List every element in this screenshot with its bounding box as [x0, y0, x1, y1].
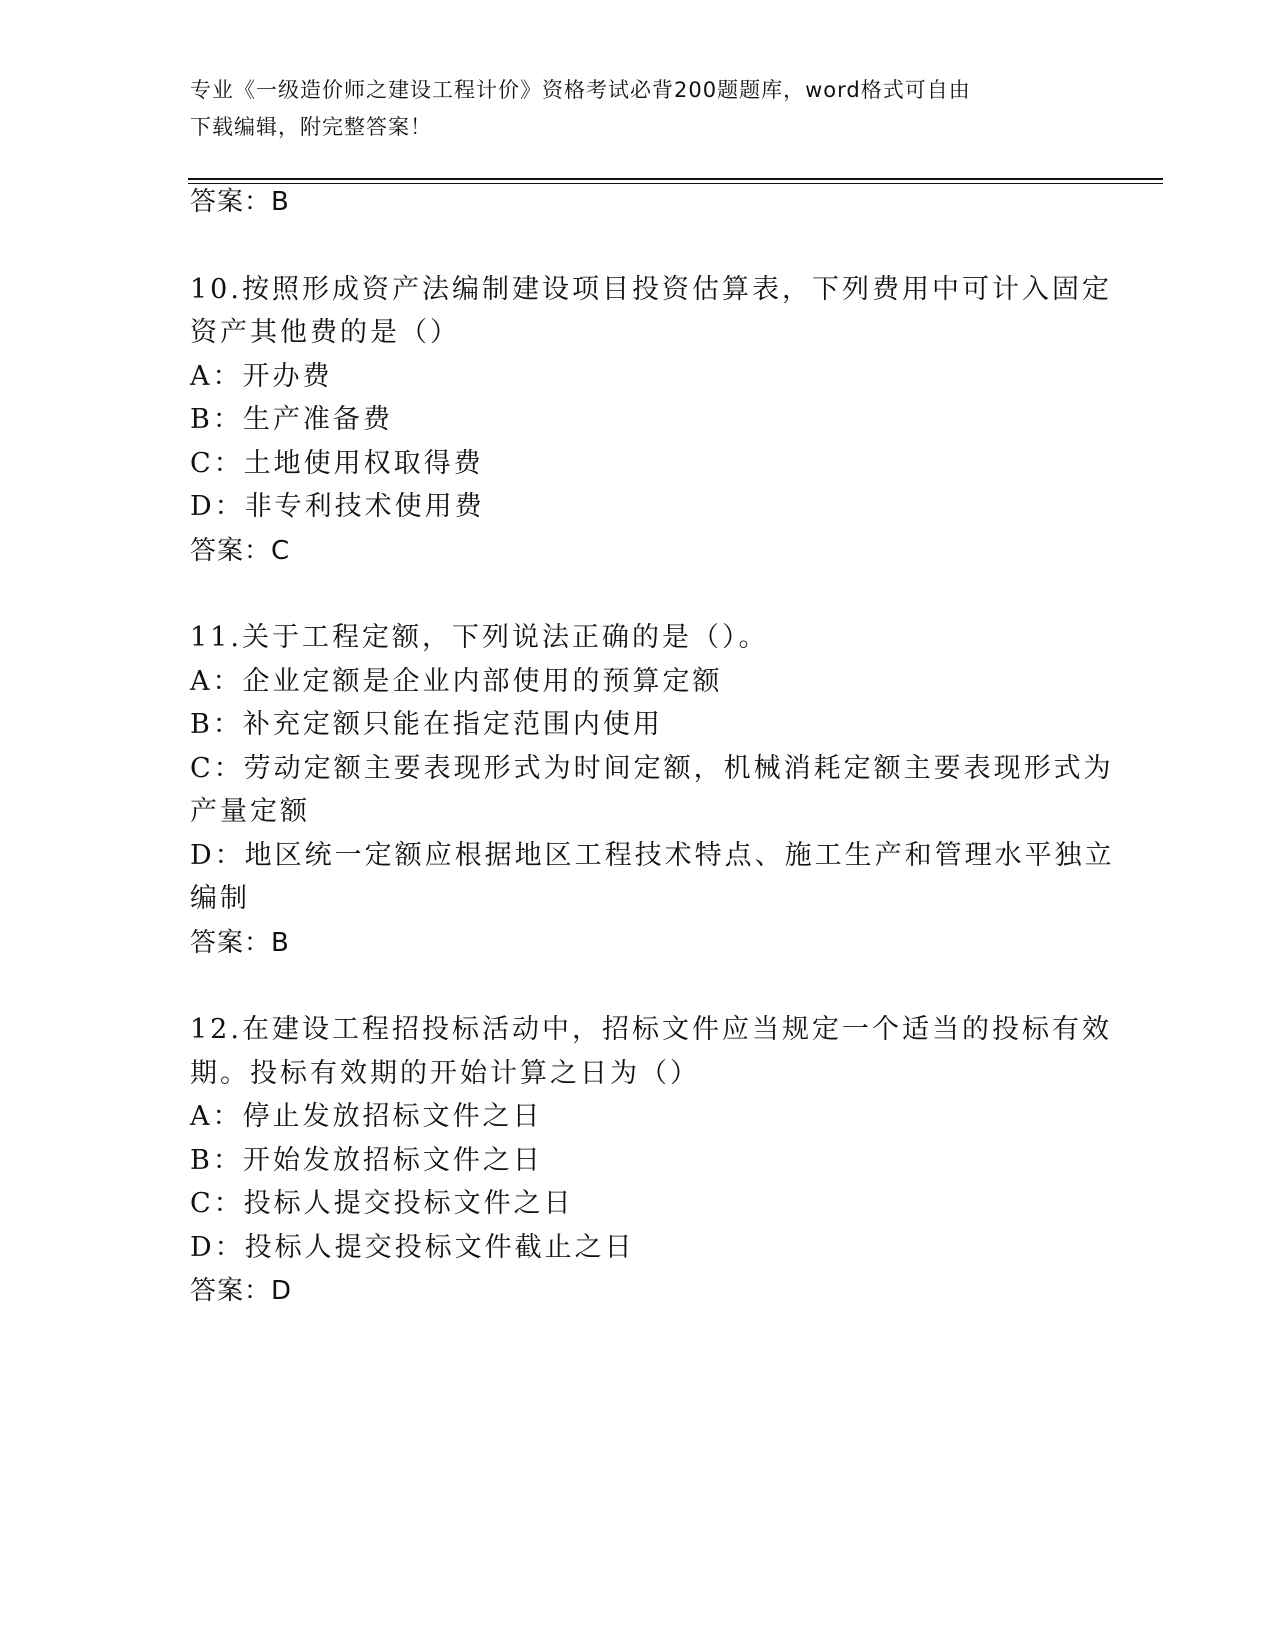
- question-10-answer: 答案：C: [190, 536, 291, 566]
- question-10-stem-line-1: 10.按照形成资产法编制建设项目投资估算表，下列费用中可计入固定: [190, 274, 1112, 305]
- header-divider-thin: [188, 183, 1163, 184]
- question-11-option-c-line-2: 产量定额: [190, 796, 310, 827]
- question-11-option-d-line-1: D：地区统一定额应根据地区工程技术特点、施工生产和管理水平独立: [190, 840, 1115, 871]
- question-10-option-b: B：生产准备费: [190, 404, 393, 435]
- header-line-2: 下载编辑，附完整答案！: [190, 115, 432, 139]
- question-12-answer: 答案：D: [190, 1276, 293, 1306]
- question-11-option-a: A：企业定额是企业内部使用的预算定额: [190, 666, 723, 697]
- question-11-option-c-line-1: C：劳动定额主要表现形式为时间定额，机械消耗定额主要表现形式为: [190, 753, 1114, 784]
- question-12-stem-line-2: 期。投标有效期的开始计算之日为（）: [190, 1058, 700, 1089]
- question-12-option-d: D：投标人提交投标文件截止之日: [190, 1232, 635, 1263]
- question-12-stem-line-1: 12.在建设工程招投标活动中，招标文件应当规定一个适当的投标有效: [190, 1014, 1112, 1045]
- question-11-option-b: B：补充定额只能在指定范围内使用: [190, 709, 663, 740]
- question-10-option-d: D：非专利技术使用费: [190, 491, 485, 522]
- header-divider-thick: [188, 178, 1163, 180]
- previous-answer: 答案：B: [190, 187, 290, 217]
- document-header: [190, 72, 1090, 146]
- header-line-1: 专业《一级造价师之建设工程计价》资格考试必背200题题库，word格式可自由: [190, 78, 971, 102]
- question-11-stem-line-1: 11.关于工程定额，下列说法正确的是（）。: [190, 622, 769, 653]
- question-11-answer: 答案：B: [190, 928, 290, 958]
- question-10-option-a: A：开办费: [190, 361, 333, 392]
- question-12-option-a: A：停止发放招标文件之日: [190, 1101, 543, 1132]
- question-10-stem-line-2: 资产其他费的是（）: [190, 317, 460, 348]
- question-10-option-c: C：土地使用权取得费: [190, 448, 484, 479]
- question-12-option-b: B：开始发放招标文件之日: [190, 1145, 543, 1176]
- question-11-option-d-line-2: 编制: [190, 883, 250, 914]
- question-12-option-c: C：投标人提交投标文件之日: [190, 1188, 574, 1219]
